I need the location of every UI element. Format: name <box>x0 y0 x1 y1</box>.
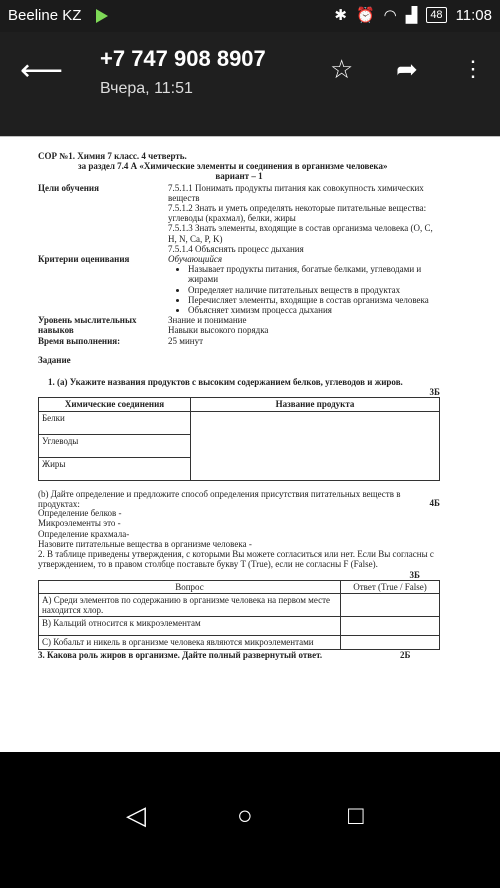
table-true-false <box>38 580 440 650</box>
table-row <box>39 617 440 636</box>
sent-date: Вчера, 11:51 <box>100 80 193 97</box>
table-cell: A) Среди элементов по содержанию в организме человека на первом месте находится хлор. <box>39 593 341 616</box>
document-image <box>0 136 500 753</box>
criteria-item: • Перечисляет элементы, входящие в состав организма человека <box>188 295 440 305</box>
clock: 11:08 <box>455 6 492 24</box>
time-row <box>38 336 440 346</box>
level-label: Уровень мыслительных навыков <box>38 315 137 336</box>
play-store-icon <box>96 9 108 23</box>
time-value: 25 минут <box>168 335 204 346</box>
question-2: 2. В таблице приведены утверждения, с которыми Вы можете согласиться или нет. Если Вы согласны с утверждением, то в правом столбце поставьте букву T (True), если не согласны F (False). <box>38 549 434 570</box>
points-1b: 4Б <box>429 498 440 509</box>
points-2: 3Б <box>409 569 420 580</box>
table-products <box>38 397 440 480</box>
table-cell: Углеводы <box>39 434 191 457</box>
question-1a: 1. (а) Укажите названия продуктов с высоким содержанием белков, углеводов и жиров. <box>48 377 403 388</box>
sender-phone: +7 747 908 8907 <box>100 46 266 71</box>
table-cell: C) Кобальт и никель в организме человека являются микроэлементами <box>39 636 341 649</box>
answer-cell <box>341 617 440 636</box>
question-1b: (b) Дайте определение и предложите способ определения присутствия питательных веществ в продуктах: <box>38 488 401 509</box>
worksheet <box>38 151 440 660</box>
goals-row <box>38 183 440 254</box>
nav-home-icon[interactable]: ○ <box>237 800 253 830</box>
criteria-item: • Определяет наличие питательных веществ в продуктах <box>188 285 440 295</box>
criteria-item: • Объясняет химизм процесса дыхания <box>188 305 440 315</box>
alarm-icon: ⏰ <box>355 7 375 24</box>
criteria-label: Критерии оценивания <box>38 254 130 265</box>
doc-variant: вариант – 1 <box>215 171 263 182</box>
table-header: Вопрос <box>39 580 341 593</box>
status-bar <box>0 0 500 32</box>
points-1a: 3Б <box>429 387 440 398</box>
nav-recents-icon[interactable]: □ <box>348 800 364 830</box>
doc-title: СОР №1. Химия 7 класс. 4 четверть. <box>38 151 187 161</box>
criteria-intro: Обучающийся <box>168 254 223 265</box>
q1b-line: Назовите питательные вещества в организме человека - <box>38 538 252 549</box>
navigation-bar <box>0 752 500 888</box>
answer-cell <box>341 593 440 616</box>
criteria-item: • Называет продукты питания, богатые белками, углеводами и жирами <box>188 264 440 284</box>
goal-item: 7.5.1.3 Знать элементы, входящие в состав организма человека (O, C, H, N, Ca, P, K) <box>168 223 433 244</box>
nav-back-icon[interactable]: ◁ <box>126 800 146 830</box>
q1b-line: Микроэлементы это - <box>38 518 121 529</box>
answer-cell <box>191 411 440 480</box>
q1b-line: Определение крахмала- <box>38 528 130 539</box>
doc-subtitle: за раздел 7.4 А «Химические элементы и соединения в организме человека» <box>78 161 388 172</box>
viewer-toolbar <box>0 32 500 136</box>
level-value: Навыки высокого порядка <box>168 325 269 336</box>
bluetooth-icon: ✱ <box>334 7 347 24</box>
level-row <box>38 315 440 335</box>
question-3-row <box>38 650 440 660</box>
table-header: Ответ (True / False) <box>341 580 440 593</box>
goal-item: 7.5.1.4 Объяснять процесс дыхания <box>168 243 304 254</box>
status-icons <box>334 6 492 24</box>
question-3: 3. Какова роль жиров в организме. Дайте полный развернутый ответ. <box>38 649 323 660</box>
wifi-icon: ◠ <box>383 7 397 24</box>
q1b-line: Определение белков - <box>38 508 122 519</box>
star-icon[interactable]: ☆ <box>330 54 354 84</box>
battery-icon: 48 <box>426 7 446 23</box>
table-cell: Белки <box>39 411 191 434</box>
time-label: Время выполнения: <box>38 335 121 346</box>
table-cell: B) Кальций относится к микроэлементам <box>39 617 341 636</box>
goal-item: 7.5.1.2 Знать и уметь определять некоторые питательные вещества: углеводы (крахмал), белки, жиры <box>168 203 427 224</box>
signal-icon: ▟ <box>405 7 418 24</box>
goal-item: 7.5.1.1 Понимать продукты питания как совокупность химических веществ <box>168 182 424 203</box>
criteria-row <box>38 254 440 315</box>
table-row <box>39 636 440 649</box>
table-header: Название продукта <box>191 398 440 411</box>
share-forward-icon[interactable]: ➦ <box>396 54 418 84</box>
table-row <box>39 593 440 616</box>
points-3: 2Б <box>400 649 411 660</box>
more-menu-icon[interactable]: ⋮ <box>462 56 484 81</box>
task-heading: Задание <box>38 354 71 365</box>
answer-cell <box>341 636 440 649</box>
goals-label: Цели обучения <box>38 182 99 193</box>
carrier-label: Beeline KZ <box>8 7 82 24</box>
back-arrow-icon[interactable]: ⟵ <box>20 54 64 87</box>
table-row <box>39 411 440 434</box>
table-cell: Жиры <box>39 457 191 480</box>
level-value: Знание и понимание <box>168 315 247 326</box>
table-header: Химические соединения <box>39 398 191 411</box>
